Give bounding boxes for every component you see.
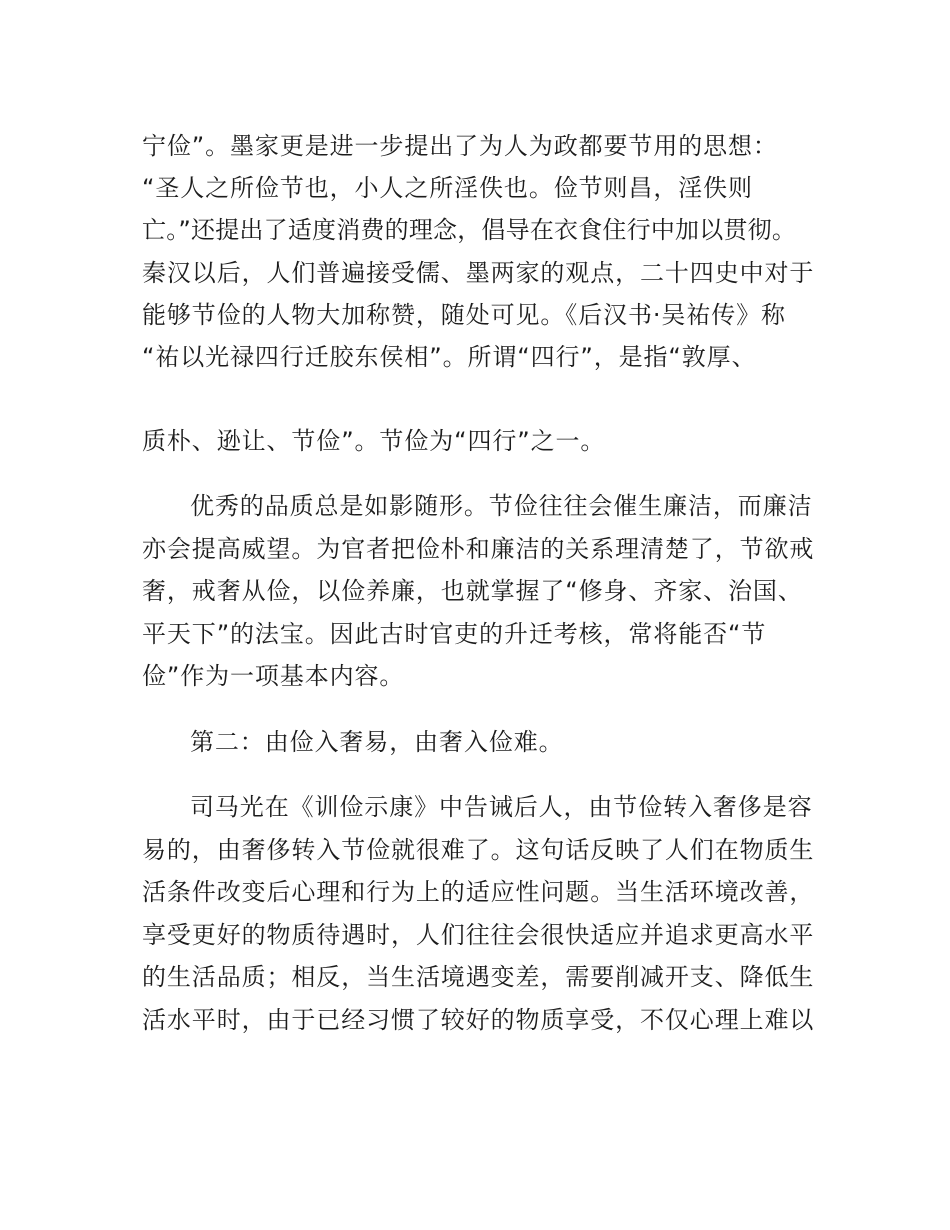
text-line: 宁俭”。墨家更是进一步提出了为人为政都要节用的思想： <box>142 132 778 160</box>
text-line: “祐以光禄四行迁胶东侯相”。所谓“四行”，是指“敦厚、 <box>142 343 757 371</box>
text-line: 优秀的品质总是如影随形。节俭往往会催生廉洁，而廉洁 <box>190 492 813 520</box>
text-line: 俭”作为一项基本内容。 <box>142 662 405 690</box>
text-line: 司马光在《训俭示康》中告诫后人，由节俭转入奢侈是容 <box>190 793 813 821</box>
text-line: 质朴、逊让、节俭”。节俭为“四行”之一。 <box>142 427 606 455</box>
text-line: 秦汉以后，人们普遍接受儒、墨两家的观点，二十四史中对于 <box>142 259 815 287</box>
text-line: 享受更好的物质待遇时，人们往往会很快适应并追求更高水平 <box>142 921 815 949</box>
section-heading: 第二：由俭入奢易，由奢入俭难。 <box>190 728 564 756</box>
text-line: 活水平时，由于已经习惯了较好的物质享受，不仅心理上难以 <box>142 1006 815 1034</box>
text-line: 奢，戒奢从俭，以俭养廉，也就掌握了“修身、齐家、治国、 <box>142 577 803 605</box>
text-line: 能够节俭的人物大加称赞，随处可见。《后汉书·吴祐传》称 <box>142 301 786 329</box>
text-line: 易的，由奢侈转入节俭就很难了。这句话反映了人们在物质生 <box>142 836 815 864</box>
text-line: 的生活品质；相反，当生活境遇变差，需要削减开支、降低生 <box>142 963 815 991</box>
text-line: 亦会提高威望。为官者把俭朴和廉洁的关系理清楚了，节欲戒 <box>142 535 815 563</box>
text-line: 活条件改变后心理和行为上的适应性问题。当生活环境改善， <box>142 878 815 906</box>
text-line: “圣人之所俭节也，小人之所淫佚也。俭节则昌，淫佚则 <box>142 174 753 202</box>
text-line: 亡。”还提出了适度消费的理念，倡导在衣食住行中加以贯彻。 <box>142 216 797 244</box>
text-line: 平天下”的法宝。因此古时官吏的升迁考核，常将能否“节 <box>142 620 767 648</box>
